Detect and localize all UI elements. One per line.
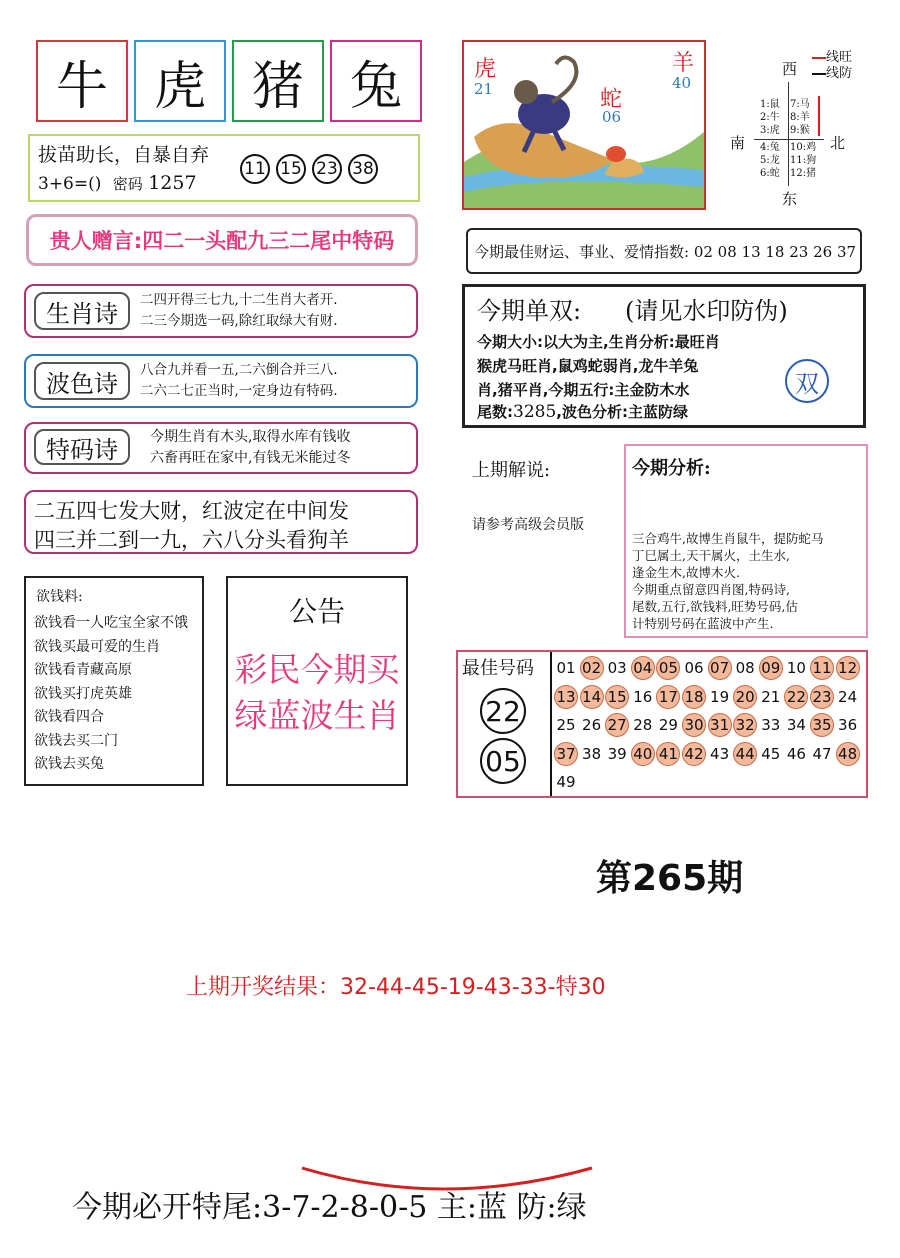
- analysis-line: 今期重点留意四肖图,特码诗,: [632, 582, 790, 597]
- grid-number: 08: [735, 659, 755, 677]
- zodiac-slot: 8:羊: [790, 112, 810, 123]
- grid-number: 25: [556, 716, 576, 734]
- wave-poem-label: 波色诗: [34, 362, 130, 400]
- best-numbers-box: [456, 650, 868, 798]
- analysis-line: 计特别号码在蓝波中产生.: [632, 616, 774, 631]
- watermark-stamp: [785, 359, 829, 403]
- zodiac-slot: 7:马: [790, 99, 810, 110]
- grid-number: 34: [786, 716, 806, 734]
- odd-even-line1: 今期大小:以大为主,生肖分析:最旺肖: [477, 333, 720, 351]
- analysis-title: 今期分析:: [632, 458, 711, 479]
- grid-number: 47: [812, 744, 832, 763]
- grid-number: 04: [631, 656, 655, 680]
- analysis-box: [624, 444, 868, 638]
- money-item: 欲钱买最可爱的生肖: [34, 638, 160, 655]
- grid-number: 41: [656, 742, 680, 766]
- odd-even-line3: 肖,猪平肖,今期五行:主金防木水: [477, 381, 690, 399]
- grid-number: 43: [710, 744, 730, 763]
- gift-words: 贵人赠言:四二一头配九三二尾中特码: [49, 229, 395, 253]
- grid-number: 18: [682, 685, 706, 709]
- grid-number: 28: [633, 716, 653, 734]
- compass: [726, 44, 876, 210]
- grid-number: 32: [733, 713, 757, 737]
- odd-even-box: [462, 284, 866, 428]
- zodiac-slot: 4:兔: [760, 142, 780, 153]
- notice-title: 公告: [288, 595, 345, 628]
- grid-number: 15: [605, 685, 629, 709]
- odd-even-title: 今期单双:: [477, 297, 582, 325]
- odd-even-line4: [477, 401, 688, 422]
- compass-left-col: [760, 98, 780, 180]
- grid-number: 10: [786, 659, 806, 677]
- grid-number: 29: [658, 716, 678, 734]
- zodiac-picture: [462, 40, 706, 210]
- analysis-line: 丁巳属土,天干属火，土生水,: [632, 548, 790, 563]
- hint-numbers: [240, 154, 384, 184]
- grid-number: 35: [810, 713, 834, 737]
- compass-right-col: [790, 98, 816, 180]
- monkey-rock-illustration: [464, 42, 704, 208]
- best-pick-1: 22: [480, 688, 526, 734]
- zodiac-slot: 1:鼠: [760, 99, 780, 110]
- grid-number: 11: [810, 656, 834, 680]
- last-period-title: 上期解说:: [472, 460, 551, 481]
- wave-poem-line1: 八合九并看一五,二六倒合并三八.: [140, 362, 338, 378]
- wave-poem-box: [24, 354, 418, 408]
- number-grid: [554, 656, 864, 796]
- zodiac-slot: 6:蛇: [760, 168, 780, 179]
- notice-line1: 彩民今期买: [234, 650, 400, 689]
- pic-snake-num: 06: [602, 108, 622, 126]
- grid-number: 03: [607, 659, 627, 677]
- grid-number: 33: [761, 716, 781, 734]
- stamp-text: 双: [795, 369, 819, 398]
- grid-number: 42: [682, 742, 706, 766]
- hint-formula: 3+6=(): [38, 174, 102, 194]
- pic-tiger: 虎: [474, 57, 497, 82]
- grid-number: 01: [556, 659, 576, 677]
- zodiac-slot: 10:鸡: [790, 142, 817, 153]
- grid-number: 06: [684, 659, 704, 677]
- money-item: 欲钱买打虎英雄: [34, 685, 132, 702]
- grid-number: 24: [838, 687, 858, 706]
- grid-number: 22: [784, 685, 808, 709]
- zodiac-poem-label: 生肖诗: [34, 292, 130, 330]
- grid-number: 37: [554, 742, 578, 766]
- grid-number: 48: [836, 742, 860, 766]
- grid-divider: [550, 652, 552, 796]
- grid-number: 40: [631, 742, 655, 766]
- grid-number: 44: [733, 742, 757, 766]
- money-item: 欲钱看一人吃宝全家不饿: [34, 615, 188, 631]
- grid-number: 07: [708, 656, 732, 680]
- best-numbers-label: 最佳号码: [462, 658, 534, 679]
- compass-east: 东: [782, 190, 798, 208]
- legend-black-line: [812, 73, 826, 75]
- period-title: 第265期: [596, 858, 744, 899]
- legend-fang: 线防: [826, 66, 853, 81]
- wave-poem-line2: 二六二七正当时,一定身边有特码.: [140, 383, 338, 399]
- gift-words-banner: [26, 214, 418, 266]
- compass-west: 西: [782, 60, 798, 78]
- grid-number: 31: [708, 713, 732, 737]
- grid-number: 09: [759, 656, 783, 680]
- hint-number: 15: [276, 154, 306, 184]
- money-item: 欲钱去买兔: [34, 756, 104, 772]
- password-label: 密码: [112, 175, 143, 193]
- animal-pig: 猪: [251, 56, 304, 117]
- hint-number: 38: [348, 154, 378, 184]
- animal-box-1: [36, 40, 128, 122]
- last-period-body: 请参考高级会员版: [472, 517, 584, 533]
- compass-vline: [788, 82, 789, 186]
- hint-formula-row: [38, 172, 197, 194]
- special-poem-box: [24, 422, 418, 474]
- analysis-lines: [632, 530, 823, 632]
- animal-ox: 牛: [55, 56, 108, 117]
- compass-south: 南: [730, 134, 746, 152]
- grid-number: 38: [582, 744, 602, 763]
- animal-tiger: 虎: [153, 56, 206, 117]
- fortune-lines-box: [24, 490, 418, 554]
- zodiac-poem-line2: 二三今期选一码,除红取绿大有财.: [140, 313, 338, 329]
- special-poem-label: 特码诗: [34, 429, 130, 465]
- hint-number: 23: [312, 154, 342, 184]
- animal-box-3: [232, 40, 324, 122]
- hint-idiom: 拔苗助长，自暴自弃: [38, 144, 210, 166]
- grid-number: 20: [733, 685, 757, 709]
- grid-number: 45: [761, 744, 781, 763]
- bottom-line: 今期必开特尾:3-7-2-8-0-5 主:蓝 防:绿: [72, 1190, 587, 1225]
- grid-number: 13: [554, 685, 578, 709]
- zodiac-slot: 11:狗: [790, 155, 817, 166]
- wave-analysis: ,波色分析:主蓝防绿: [556, 403, 688, 421]
- money-item: 欲钱看四合: [34, 709, 104, 725]
- grid-number: 49: [556, 773, 576, 791]
- zodiac-poem-box: [24, 284, 418, 338]
- grid-number: 14: [580, 685, 604, 709]
- analysis-line: 逢金生木,故博木火.: [632, 565, 740, 580]
- analysis-line: 三合鸡牛,故博生肖鼠牛，提防蛇马: [632, 531, 824, 546]
- hint-box: [28, 134, 420, 202]
- pic-snake: 蛇: [600, 87, 623, 112]
- animal-box-2: [134, 40, 226, 122]
- grid-number: 02: [580, 656, 604, 680]
- tail-label: 尾数:: [477, 403, 513, 421]
- pic-sheep: 羊: [672, 51, 695, 76]
- money-box: [24, 576, 204, 786]
- special-poem-line1: 今期生肖有木头,取得水库有钱收: [150, 429, 351, 445]
- last-result: 上期开奖结果：32-44-45-19-43-33-特30: [186, 975, 606, 1000]
- notice-box: [226, 576, 408, 786]
- legend-row-2: [812, 62, 852, 81]
- grid-number: 26: [582, 716, 602, 734]
- money-list: [34, 612, 188, 777]
- pic-tiger-num: 21: [474, 80, 494, 98]
- grid-number: 16: [633, 687, 653, 706]
- grid-number: 21: [761, 687, 781, 706]
- special-poem-line2: 六畜再旺在家中,有钱无米能过冬: [150, 450, 351, 466]
- odd-even-note: (请见水印防伪): [625, 297, 788, 325]
- compass-north: 北: [830, 134, 846, 152]
- legend-red-line: [812, 57, 826, 59]
- zodiac-slot: 12:猪: [790, 168, 817, 179]
- zodiac-slot: 9:猴: [790, 125, 810, 136]
- grid-number: 39: [607, 744, 627, 763]
- animal-rabbit: 兔: [349, 56, 402, 117]
- pic-sheep-num: 40: [672, 74, 692, 92]
- grid-number: 17: [656, 685, 680, 709]
- analysis-line: 尾数,五行,欲钱料,旺势号码,估: [632, 599, 798, 614]
- hint-number: 11: [240, 154, 270, 184]
- zodiac-slot: 2:牛: [760, 112, 780, 123]
- grid-number: 30: [682, 713, 706, 737]
- grid-number: 36: [838, 716, 858, 734]
- money-title: 欲钱料:: [36, 589, 83, 605]
- best-index-box: [466, 228, 862, 274]
- money-item: 欲钱看青藏高原: [34, 662, 132, 678]
- fortune-line1: 二五四七发大财，红波定在中间发: [34, 499, 349, 523]
- grid-number: 23: [810, 685, 834, 709]
- notice-line2: 绿蓝波生肖: [234, 696, 400, 735]
- compass-red-v: [818, 96, 820, 136]
- grid-number: 19: [710, 687, 730, 706]
- grid-number: 46: [786, 744, 806, 763]
- zodiac-slot: 3:虎: [760, 125, 780, 136]
- fortune-line2: 四三并二到一九，六八分头看狗羊: [34, 528, 349, 552]
- tail-number: 3285: [513, 402, 557, 422]
- password-value: 1257: [148, 172, 197, 194]
- zodiac-poem-line1: 二四开得三七九,十二生肖大者开.: [140, 292, 338, 308]
- grid-number: 05: [656, 656, 680, 680]
- legend-wang: 线旺: [826, 50, 853, 65]
- odd-even-line2: 猴虎马旺肖,鼠鸡蛇弱肖,龙牛羊兔: [477, 357, 699, 375]
- grid-number: 27: [605, 713, 629, 737]
- best-index: 今期最佳财运、事业、爱情指数: 02 08 13 18 23 26 37: [474, 242, 857, 261]
- zodiac-slot: 5:龙: [760, 155, 780, 166]
- animal-box-4: [330, 40, 422, 122]
- best-pick-2: 05: [480, 738, 526, 784]
- grid-number: 12: [836, 656, 860, 680]
- money-item: 欲钱去买二门: [34, 732, 118, 749]
